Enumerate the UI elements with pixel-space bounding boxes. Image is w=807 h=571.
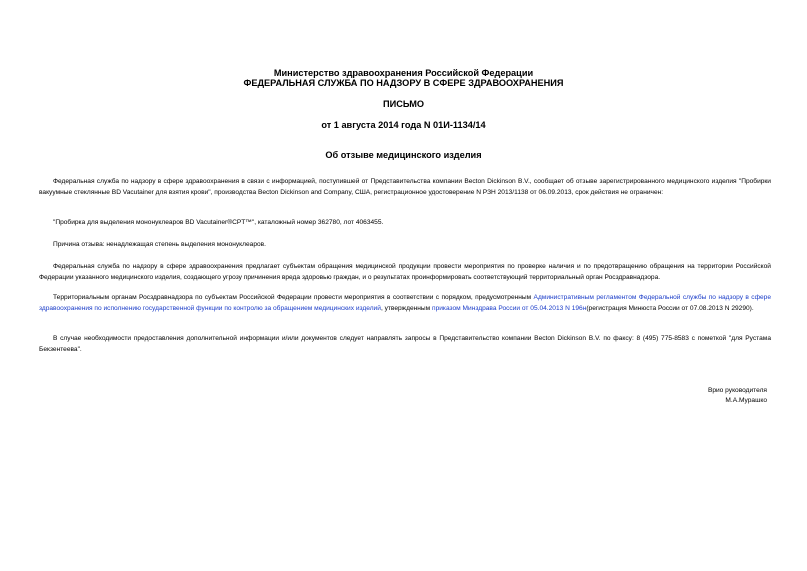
- paragraph-product: [39, 218, 771, 229]
- signature-position: Врио руководителя: [707, 387, 767, 394]
- territorial-text-part1: Территориальным органам Росздравнадзора по субъектам Российской Федерации провести мероприятия в соответствии с порядком, предусмотренным: [53, 294, 534, 301]
- paragraph-product-text: "Пробирка для выделения мононуклеаров BD Vacutainer®CPT™", каталожный номер 362780, лот 4063455.: [53, 219, 384, 226]
- paragraph-proposal: [39, 262, 771, 283]
- document-date-number: от 1 августа 2014 года N 01И-1134/14: [321, 120, 486, 130]
- paragraph-notice: [39, 177, 771, 198]
- paragraph-territorial-text: [39, 293, 771, 314]
- paragraph-contact: [39, 334, 771, 355]
- ministry-title: Министерство здравоохранения Российской Федерации: [273, 68, 534, 78]
- paragraph-notice-text: Федеральная служба по надзору в сфере здравоохранения в связи с информацией, поступившей от Представительства компании Becton Dickinson B.V., сообщает об отзыве зарегистрированного медицинского изделия "Пробирки вакуумные стеклянные BD Vacutainer для взятия крови", производства Becton Dickinson and Company, США, регистрационное удостоверение N РЗН 2013/1138 от 06.09.2013, срок действия не ограничен:: [39, 178, 771, 196]
- paragraph-reason: [39, 240, 771, 251]
- regulation-link[interactable]: Административным регламентом Федеральной службы по надзору в сфере здравоохранения по исполнению государственной функции по контролю за обращением медицинских изделий: [39, 294, 771, 312]
- order-link[interactable]: приказом Минздрава России от 05.04.2013 N 196н: [432, 304, 587, 312]
- signature-name: М.А.Мурашко: [725, 397, 767, 404]
- document-subject: Об отзыве медицинского изделия: [325, 150, 482, 160]
- service-title: ФЕДЕРАЛЬНАЯ СЛУЖБА ПО НАДЗОРУ В СФЕРЕ ЗДРАВООХРАНЕНИЯ: [243, 78, 564, 88]
- paragraph-proposal-text: Федеральная служба по надзору в сфере здравоохранения предлагает субъектам обращения медицинской продукции провести мероприятия по проверке наличия и по предотвращению обращения на территории Российской Федерации указанного медицинского изделия, создающего угрозу причинения вреда здоровью граждан, и о результатах проинформировать соответствующий территориальный орган Росздравнадзора.: [39, 263, 771, 281]
- territorial-text-part3: (регистрация Минюста России от 07.08.2013 N 29290).: [586, 304, 754, 312]
- territorial-text-part2: , утвержденным: [380, 304, 432, 312]
- paragraph-contact-text: В случае необходимости предоставления дополнительной информации и/или документов следует направлять запросы в Представительство компании Becton Dickinson B.V. по факсу: 8 (495) 775-8583 с пометкой "для Рустама Бекзентеева".: [39, 335, 771, 353]
- paragraph-reason-text: Причина отзыва: ненадлежащая степень выделения мононуклеаров.: [53, 241, 266, 248]
- paragraph-territorial: [39, 293, 771, 314]
- document-type: ПИСЬМО: [382, 99, 425, 109]
